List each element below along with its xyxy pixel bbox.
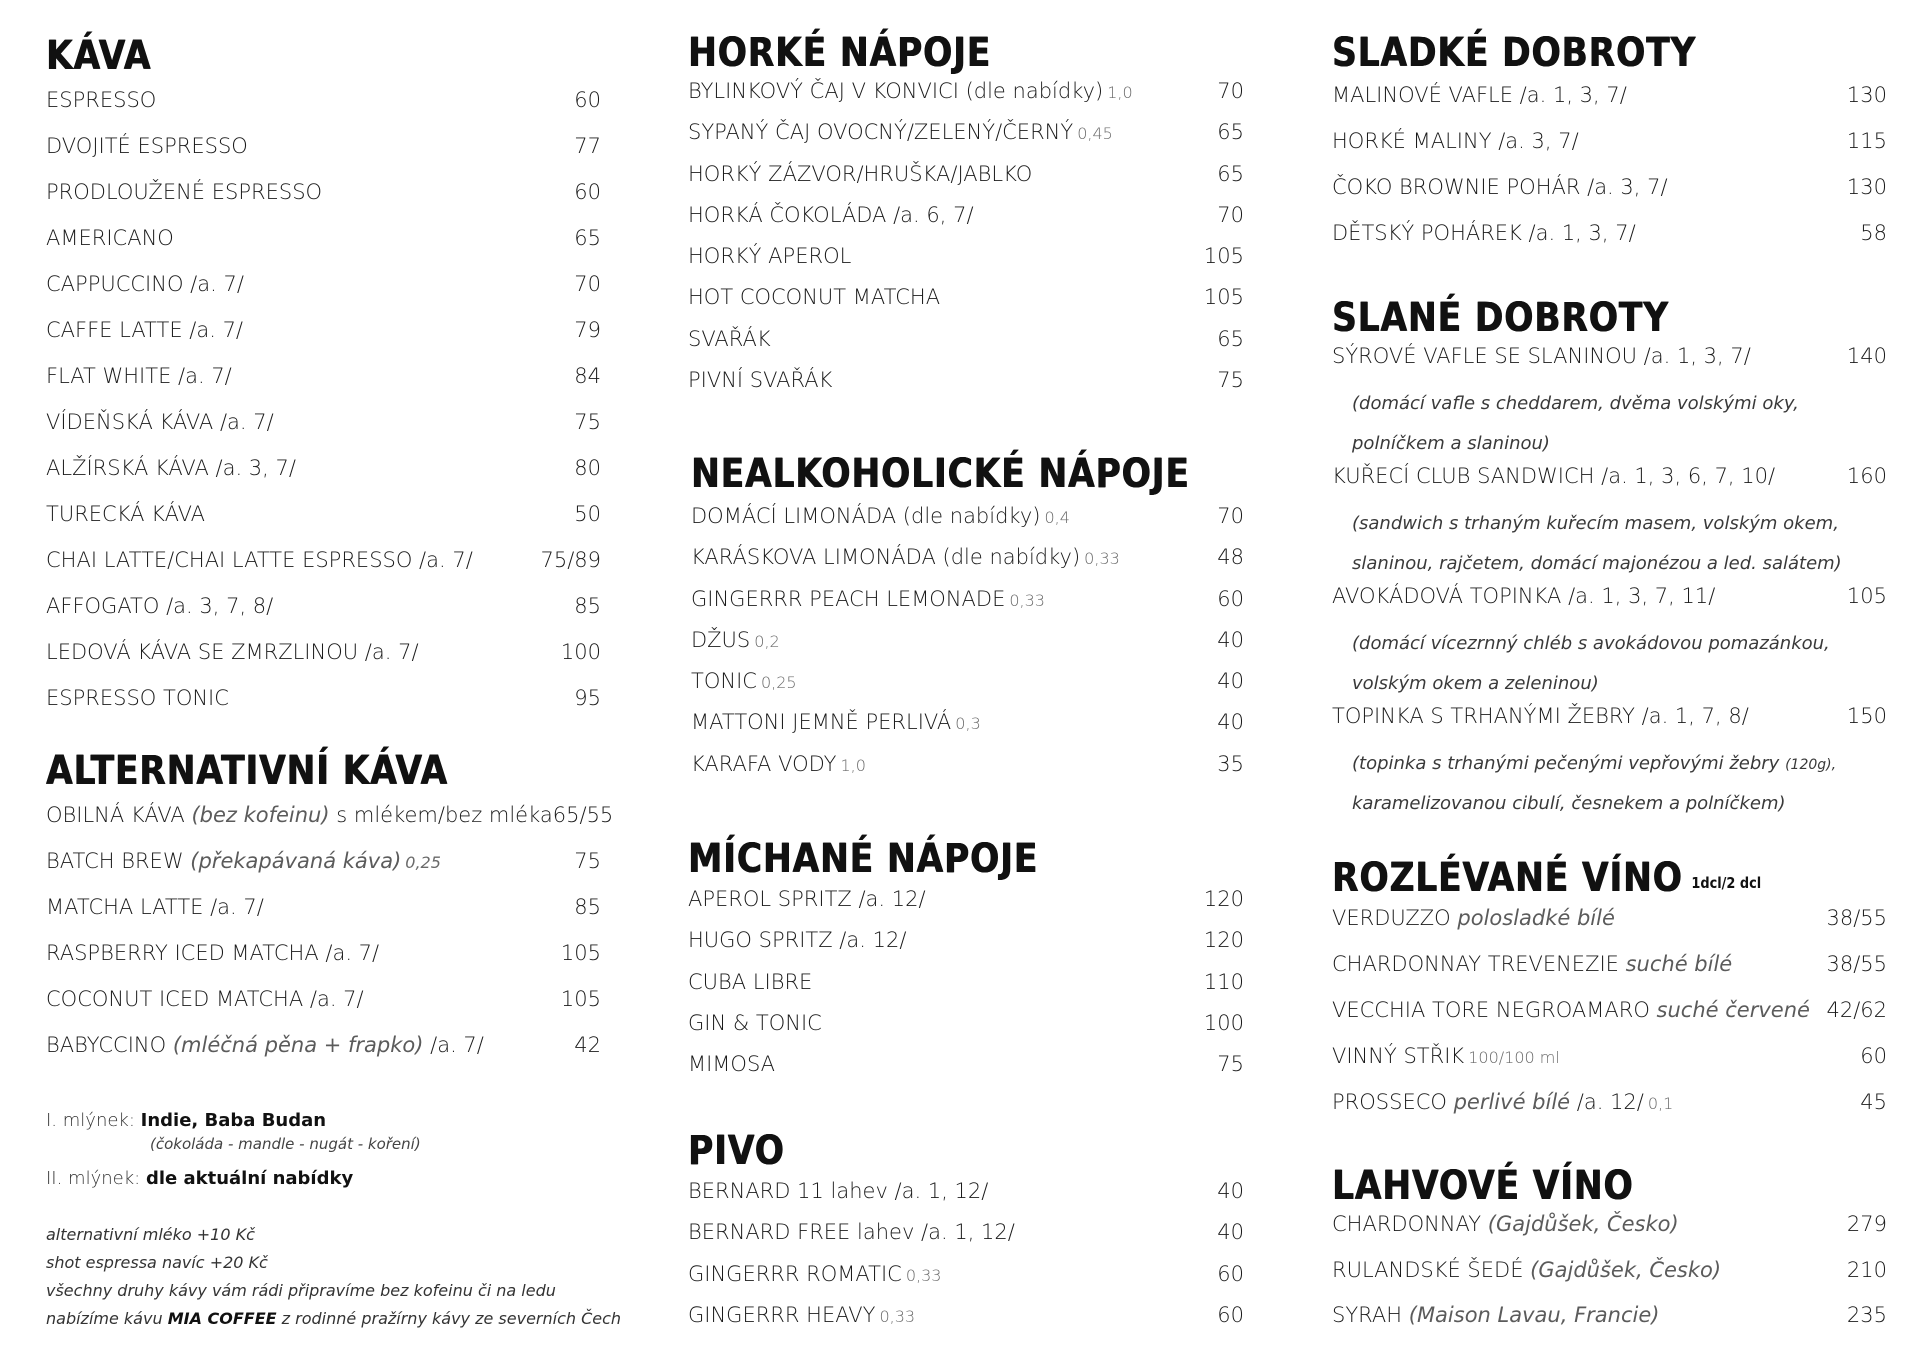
note-line: všechny druhy kávy vám rádi připravíme bez kofeinu či na ledu	[46, 1281, 556, 1300]
menu-item: GINGERRR ROMATIC 0,33 60	[688, 1261, 1244, 1286]
item-description: volským okem a zeleninou)	[1352, 673, 1599, 694]
menu-item: SYRAH (Maison Lavau, Francie) 235	[1332, 1303, 1887, 1327]
menu-item: SÝROVÉ VAFLE SE SLANINOU /a. 1, 3, 7/ 140	[1332, 344, 1887, 368]
section-title-lahvove: LAHVOVÉ VÍNO	[1332, 1163, 1634, 1209]
section-horke-napoje	[688, 27, 1244, 409]
section-title-sladke: SLADKÉ DOBROTY	[1332, 30, 1697, 76]
item-description: (sandwich s trhaným kuřecím masem, volským okem,	[1352, 513, 1839, 534]
menu-item: AVOKÁDOVÁ TOPINKA /a. 1, 3, 7, 11/ 105	[1332, 584, 1887, 608]
menu-item: SVAŘÁK 65	[688, 326, 1244, 351]
menu-item: VERDUZZO polosladké bílé 38/55	[1332, 906, 1887, 930]
section-title-kava: KÁVA	[46, 33, 152, 79]
grinder-2: II. mlýnek: dle aktuální nabídky	[46, 1168, 354, 1189]
grinder-1-taste: (čokoláda - mandle - nugát - koření)	[150, 1135, 421, 1153]
menu-item: KARAFA VODY 1,0 35	[691, 751, 1244, 776]
item-description: (topinka s trhanými pečenými vepřovými žebry (120g),	[1352, 753, 1837, 774]
item-description: polníčkem a slaninou)	[1352, 433, 1550, 454]
menu-item: HORKÝ APEROL 105	[688, 244, 1244, 269]
menu-item: VINNÝ STŘIK 100/100 ml 60	[1332, 1044, 1887, 1068]
section-pivo	[688, 1125, 1244, 1344]
note-line: shot espressa navíc +20 Kč	[46, 1253, 268, 1272]
section-title-horke: HORKÉ NÁPOJE	[688, 30, 992, 76]
menu-item: AFFOGATO /a. 3, 7, 8/ 85	[46, 594, 601, 618]
menu-item: TURECKÁ KÁVA 50	[46, 502, 601, 526]
menu-item: DĚTSKÝ POHÁREK /a. 1, 3, 7/ 58	[1332, 221, 1887, 245]
menu-item: COCONUT ICED MATCHA /a. 7/ 105	[46, 987, 601, 1011]
menu-item: KARÁSKOVA LIMONÁDA (dle nabídky) 0,33 48	[691, 545, 1244, 570]
menu-item: MALINOVÉ VAFLE /a. 1, 3, 7/ 130	[1332, 83, 1887, 107]
menu-item: LEDOVÁ KÁVA SE ZMRZLINOU /a. 7/ 100	[46, 640, 601, 664]
note-line: nabízíme kávu MIA COFFEE z rodinné pražírny kávy ze severních Čech	[46, 1309, 622, 1328]
menu-item: ESPRESSO TONIC 95	[46, 686, 601, 710]
menu-item: DŽUS 0,2 40	[691, 627, 1244, 652]
menu-item: GIN & TONIC 100	[688, 1010, 1244, 1035]
menu-item: MIMOSA 75	[688, 1052, 1244, 1077]
section-title-slane: SLANÉ DOBROTY	[1332, 295, 1669, 341]
coffee-notes	[46, 1221, 622, 1333]
section-title-pivo: PIVO	[688, 1128, 785, 1174]
menu-item: BERNARD 11 lahev /a. 1, 12/ 40	[688, 1179, 1244, 1203]
menu-item: RASPBERRY ICED MATCHA /a. 7/ 105	[46, 941, 601, 965]
menu-item: RULANDSKÉ ŠEDÉ (Gajdůšek, Česko) 210	[1332, 1257, 1887, 1282]
menu-item: MATCHA LATTE /a. 7/ 85	[46, 895, 601, 919]
section-title-nealko: NEALKOHOLICKÉ NÁPOJE	[691, 451, 1190, 497]
menu-item: PIVNÍ SVAŘÁK 75	[688, 368, 1244, 393]
menu-item: ESPRESSO 60	[46, 88, 601, 112]
menu-item: ČOKO BROWNIE POHÁR /a. 3, 7/ 130	[1332, 175, 1887, 199]
coffee-footer	[46, 1107, 622, 1333]
section-slane-dobroty	[1332, 292, 1887, 824]
section-sladke-dobroty	[1332, 27, 1887, 267]
menu-item: FLAT WHITE /a. 7/ 84	[46, 364, 601, 388]
menu-item: HOT COCONUT MATCHA 105	[688, 285, 1244, 310]
wine-unit-label: 1dcl/2 dcl	[1691, 874, 1762, 892]
menu-item: CHARDONNAY (Gajdůšek, Česko) 279	[1332, 1212, 1887, 1236]
menu-item: TONIC 0,25 40	[691, 669, 1244, 694]
menu-item: CHAI LATTE/CHAI LATTE ESPRESSO /a. 7/ 75/89	[46, 548, 601, 572]
menu-item: APEROL SPRITZ /a. 12/ 120	[688, 887, 1244, 911]
menu-item: BERNARD FREE lahev /a. 1, 12/ 40	[688, 1220, 1244, 1245]
item-description: karamelizovanou cibulí, česnekem a polníčkem)	[1352, 793, 1786, 814]
menu-item: CHARDONNAY TREVENEZIE suché bílé 38/55	[1332, 952, 1887, 976]
menu-item: HORKÝ ZÁZVOR/HRUŠKA/JABLKO 65	[688, 161, 1244, 186]
section-title-rozlevane: ROZLÉVANÉ VÍNO 1dcl/2 dcl	[1332, 855, 1762, 901]
menu-item: AMERICANO 65	[46, 226, 601, 250]
section-michane-napoje	[688, 833, 1244, 1093]
menu-item: OBILNÁ KÁVA (bez kofeinu) s mlékem/bez mléka 65/55	[46, 803, 614, 827]
item-description: slaninou, rajčetem, domácí majonézou a led. salátem)	[1352, 553, 1842, 574]
section-title-alternativni: ALTERNATIVNÍ KÁVA	[46, 748, 448, 794]
menu-item: VECCHIA TORE NEGROAMARO suché červené 42/62	[1332, 998, 1887, 1022]
menu-item: PROSSECO perlivé bílé /a. 12/ 0,1 45	[1332, 1090, 1887, 1114]
menu-item: BYLINKOVÝ ČAJ V KONVICI (dle nabídky) 1,0 70	[688, 79, 1244, 103]
menu-item: PRODLOUŽENÉ ESPRESSO 60	[46, 180, 601, 204]
menu-item: CUBA LIBRE 110	[688, 969, 1244, 994]
menu-item: GINGERRR PEACH LEMONADE 0,33 60	[691, 586, 1244, 611]
section-alternativni-kava	[46, 745, 614, 1079]
menu-item: KUŘECÍ CLUB SANDWICH /a. 1, 3, 6, 7, 10/ 160	[1332, 464, 1887, 488]
grinder-1: I. mlýnek: Indie, Baba Budan	[46, 1110, 327, 1131]
menu-item: DVOJITÉ ESPRESSO 77	[46, 134, 601, 158]
menu-item: CAPPUCCINO /a. 7/ 70	[46, 272, 601, 296]
menu-item: VÍDEŇSKÁ KÁVA /a. 7/ 75	[46, 410, 601, 434]
menu-item: DOMÁCÍ LIMONÁDA (dle nabídky) 0,4 70	[691, 504, 1244, 528]
note-line: alternativní mléko +10 Kč	[46, 1225, 255, 1244]
menu-item: GINGERRR HEAVY 0,33 60	[688, 1302, 1244, 1327]
menu-item: HUGO SPRITZ /a. 12/ 120	[688, 928, 1244, 953]
menu-item: BABYCCINO (mléčná pěna + frapko) /a. 7/ 42	[46, 1033, 601, 1057]
section-kava	[46, 30, 601, 732]
section-title-michane: MÍCHANÉ NÁPOJE	[688, 836, 1039, 882]
menu-item: BATCH BREW (překapávaná káva) 0,25 75	[46, 849, 601, 873]
section-nealko-napoje	[691, 448, 1244, 793]
menu-item: HORKÉ MALINY /a. 3, 7/ 115	[1332, 129, 1887, 153]
section-rozlevane-vino	[1332, 852, 1887, 1136]
menu-item: SYPANÝ ČAJ OVOCNÝ/ZELENÝ/ČERNÝ 0,45 65	[688, 120, 1244, 145]
menu-item: CAFFE LATTE /a. 7/ 79	[46, 318, 601, 342]
menu-item: ALŽÍRSKÁ KÁVA /a. 3, 7/ 80	[46, 456, 601, 480]
menu-item: MATTONI JEMNĚ PERLIVÁ 0,3 40	[691, 710, 1244, 735]
section-lahvove-vino	[1332, 1160, 1887, 1349]
item-description: (domácí vafle s cheddarem, dvěma volskými oky,	[1352, 393, 1799, 414]
item-description: (domácí vícezrnný chléb s avokádovou pomazánkou,	[1352, 633, 1830, 654]
menu-item: HORKÁ ČOKOLÁDA /a. 6, 7/ 70	[688, 202, 1244, 227]
menu-item: TOPINKA S TRHANÝMI ŽEBRY /a. 1, 7, 8/ 150	[1332, 704, 1887, 728]
